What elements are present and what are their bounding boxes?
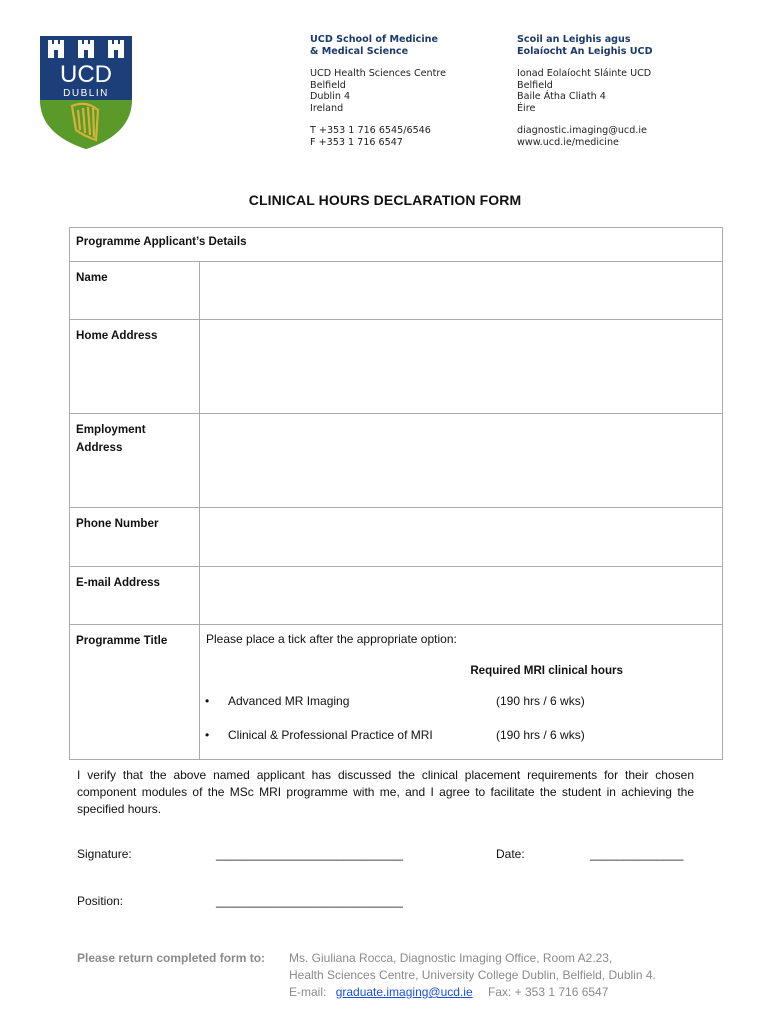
- employment-address-label-line1: Employment: [76, 423, 146, 436]
- return-label: Please return completed form to:: [77, 951, 266, 965]
- employment-address-row: [70, 413, 722, 507]
- logo-text-dublin: DUBLIN: [63, 88, 109, 99]
- hours-header: Required MRI clinical hours: [470, 664, 623, 677]
- name-row: [70, 261, 722, 319]
- home-address-field[interactable]: [200, 320, 722, 413]
- address-ga-2: Belfield: [517, 79, 553, 91]
- option-name: Clinical & Professional Practice of MRI: [228, 728, 433, 742]
- page-title: CLINICAL HOURS DECLARATION FORM: [248, 192, 522, 208]
- phone-label: Phone Number: [70, 508, 200, 566]
- address-en-1: UCD Health Sciences Centre: [310, 68, 447, 79]
- position-label: Position:: [77, 894, 124, 908]
- home-address-label: Home Address: [70, 320, 200, 413]
- option-clinical-professional-practice[interactable]: [200, 722, 722, 756]
- return-address-line2: Health Sciences Centre, University College Dublin, Belfield, Dublin 4.: [289, 968, 656, 982]
- fax-number: F +353 1 716 6547: [310, 136, 403, 148]
- phone-row: [70, 507, 722, 566]
- programme-title-row: [70, 624, 722, 759]
- signature-label: Signature:: [77, 847, 132, 861]
- return-contact-line: [289, 984, 656, 1001]
- option-hours: (190 hrs / 6 wks): [496, 728, 585, 742]
- email-prefix: E-mail:: [289, 985, 327, 999]
- address-en-3: Dublin 4: [310, 91, 351, 102]
- programme-title-label: Programme Title: [70, 625, 200, 759]
- name-field[interactable]: [200, 262, 722, 319]
- return-address: [289, 950, 656, 1001]
- option-hours: (190 hrs / 6 wks): [496, 694, 585, 708]
- position-line[interactable]: ____________________________: [216, 894, 403, 908]
- address-en-2: Belfield: [310, 79, 346, 91]
- return-fax: Fax: + 353 1 716 6547: [487, 985, 609, 999]
- return-email-link[interactable]: graduate.imaging@ucd.ie: [335, 985, 473, 999]
- employment-address-label: [70, 414, 200, 507]
- logo-text-ucd: UCD: [60, 61, 112, 88]
- phone-number: T +353 1 716 6545/6546: [310, 125, 431, 136]
- email-field[interactable]: [200, 567, 722, 624]
- header-irish: [517, 34, 653, 148]
- email-label: E-mail Address: [70, 567, 200, 624]
- option-name: Advanced MR Imaging: [228, 694, 350, 708]
- phone-field[interactable]: [200, 508, 722, 566]
- header-english: [310, 34, 446, 148]
- programme-options: [200, 625, 722, 759]
- verification-statement: I verify that the above named applicant has discussed the clinical placement requirements for their chosen component modules of the MSc MRI programme with me, and I agree to facilitate the student in achieving the specified hours.: [77, 768, 694, 816]
- school-name-ga-1: Scoil an Leighis agus: [517, 34, 631, 45]
- school-name-en-2: & Medical Science: [310, 45, 409, 57]
- employment-address-label-line2: Address: [76, 441, 123, 454]
- option-advanced-mr-imaging[interactable]: [200, 688, 722, 722]
- name-label: Name: [70, 262, 200, 319]
- date-label: Date:: [496, 847, 525, 861]
- address-en-4: Ireland: [310, 102, 344, 114]
- home-address-row: [70, 319, 722, 413]
- bullet-icon: •: [205, 728, 210, 742]
- contact-email: diagnostic.imaging@ucd.ie: [517, 125, 647, 136]
- signature-line[interactable]: ____________________________: [216, 847, 403, 861]
- email-row: [70, 566, 722, 624]
- section-title: Programme Applicant’s Details: [76, 235, 247, 248]
- ucd-logo: [38, 26, 134, 150]
- school-name-en-1: UCD School of Medicine: [310, 34, 438, 45]
- address-ga-4: Éire: [517, 102, 536, 114]
- bullet-icon: •: [205, 694, 210, 708]
- school-name-ga-2: Eolaíocht An Leighis UCD: [517, 45, 653, 57]
- programme-instruction: Please place a tick after the appropriate option:: [206, 632, 457, 646]
- employment-address-field[interactable]: [200, 414, 722, 507]
- address-ga-1: Ionad Eolaíocht Sláinte UCD: [517, 68, 652, 79]
- address-ga-3: Baile Átha Cliath 4: [517, 91, 606, 102]
- applicant-details-table: [69, 227, 723, 760]
- return-address-line1: Ms. Giuliana Rocca, Diagnostic Imaging Office, Room A2.23,: [289, 951, 613, 965]
- section-header-row: [70, 228, 722, 261]
- contact-website: www.ucd.ie/medicine: [517, 136, 619, 148]
- date-line[interactable]: ______________: [590, 847, 684, 861]
